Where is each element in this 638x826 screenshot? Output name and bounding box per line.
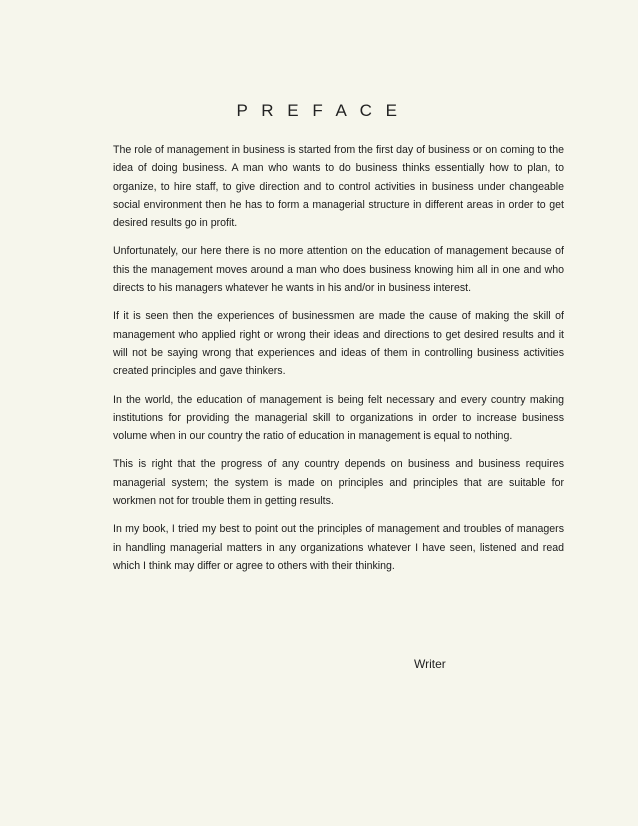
paragraph-3: If it is seen then the experiences of businessmen are made the cause of making the skill of management who applied right or wrong their ideas and directions to get desired results and it will not be saying wrong that experiences and ideas of them in controlling business activities created principles and gave thinkers. — [113, 310, 564, 378]
paragraph-5: This is right that the progress of any country depends on business and business requires managerial system; the system is made on principles and principles that are suitable for workmen not for trouble them in getting results. — [113, 458, 564, 508]
paragraph-4: In the world, the education of management is being felt necessary and every country making institutions for providing the managerial skill to organizations in order to increase business volume when in our country the ratio of education in management is equal to nothing. — [113, 393, 564, 443]
paragraph-1: The role of management in business is started from the first day of business or on coming to the idea of doing business. A man who wants to do business thinks essentially how to plan, to organize, to hire staff, to give direction and to control activities in business under changeable social environment then he has to form a managerial structure in different areas in order to get desired results go in profit. — [113, 144, 564, 230]
signature: Writer — [414, 657, 446, 671]
paragraph-6: In my book, I tried my best to point out the principles of management and troubles of managers in handling managerial matters in any organizations whatever I have seen, listened and read which I think may differ or agree to others with their thinking. — [113, 523, 564, 572]
paragraph-2: Unfortunately, our here there is no more attention on the education of management because of this the management moves around a man who does business knowing him all in one and who directs to his managers whatever he wants in his and/or in business interest. — [113, 245, 564, 295]
preface-body — [113, 141, 564, 585]
page-title: P R E F A C E — [236, 101, 402, 120]
